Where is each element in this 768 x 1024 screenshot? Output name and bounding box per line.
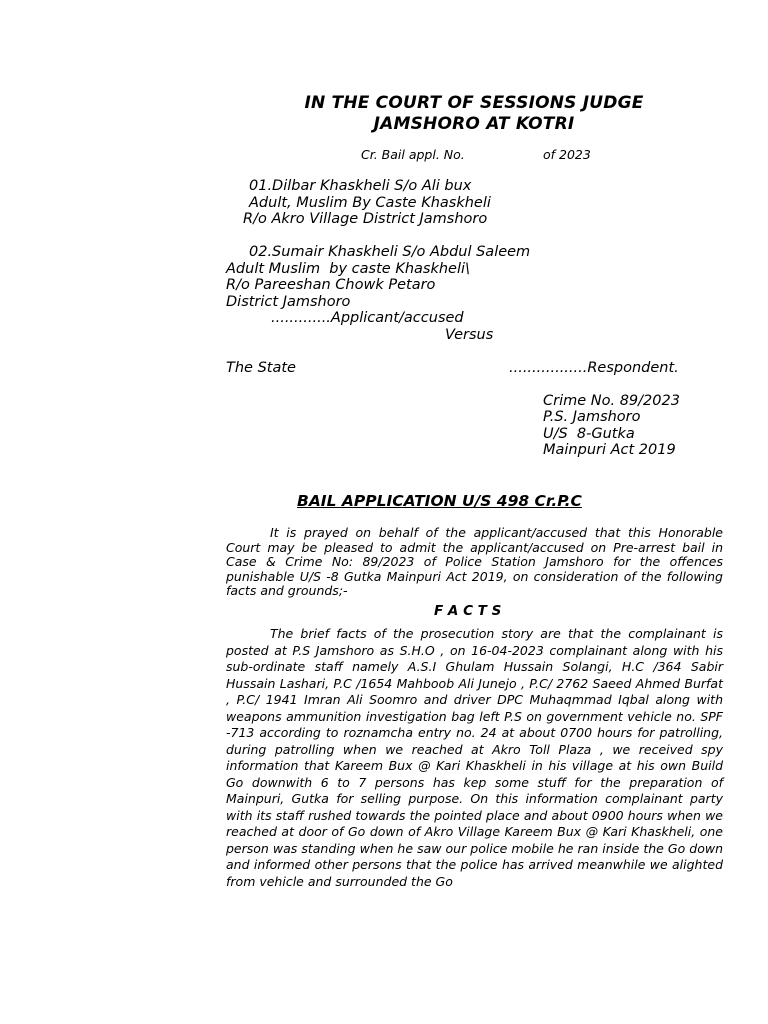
prayer-paragraph: It is prayed on behalf of the applicant/accused that this Honorable Court may be pleased to admit the applicant/accused on Pre-arrest bail in Case & Crime No: 89/2023 of Police Station Jamshoro for the offences punishable U/S -8 Gutka Mainpuri Act 2019, on consideration of the following facts and grounds;- (226, 525, 723, 598)
facts-heading: F A C T S (434, 603, 502, 619)
court-title-line2: JAMSHORO AT KOTRI (373, 114, 575, 134)
applicant-designation: .............Applicant/accused (271, 310, 464, 326)
applicant-2-district: District Jamshoro (226, 294, 351, 310)
respondent-designation: .................Respondent. (509, 360, 679, 376)
versus-label: Versus (445, 327, 494, 343)
applicant-1-residence: R/o Akro Village District Jamshoro (243, 211, 488, 227)
facts-paragraph: The brief facts of the prosecution story are that the complainant is posted at P.S Jamshoro as S.H.O , on 16-04-2023 complainant along with his sub-ordinate staff namely A.S.I Ghulam Hussain Solangi, H.C /364 Sabir Hussain Lashari, P.C /1654 Mahboob Ali Junejo , P.C/ 2762 Saeed Ahmed Burfat , P.C/ 1941 Imran Ali Soomro and driver DPC Muhaqmmad Iqbal along with weapons ammunition investigation bag left P.S on government vehicle no. SPF -713 according to roznamcha entry no. 24 at about 0700 hours for patrolling, during patrolling when we reached at Akro Toll Plaza , we received spy information that Kareem Bux @ Kari Khaskheli in his village at his own Build Go downwith 6 to 7 persons has kep some stuff for the preparation of Mainpuri, Gutka for selling purpose. On this information complainant party with its staff rushed towards the pointed place and about 0900 hours when we reached at door of Go down of Akro Village Kareem Bux @ Kari Khaskheli, one person was standing when he saw our police mobile he ran inside the Go down and informed other persons that the police has arrived meanwhile we alighted from vehicle and surrounded the Go (226, 626, 723, 889)
bail-appl-year: of 2023 (543, 147, 591, 162)
police-station: P.S. Jamshoro (543, 409, 641, 425)
court-title-line1: IN THE COURT OF SESSIONS JUDGE (304, 93, 644, 113)
crime-number: Crime No. 89/2023 (543, 393, 680, 409)
applicant-2-description: Adult Muslim by caste Khaskheli\ (226, 261, 470, 277)
applicant-2-name: 02.Sumair Khaskheli S/o Abdul Saleem (249, 244, 531, 260)
bail-appl-no-label: Cr. Bail appl. No. (361, 147, 465, 162)
applicant-2-residence: R/o Pareeshan Chowk Petaro (226, 277, 436, 293)
respondent-name: The State (226, 360, 296, 376)
application-heading: BAIL APPLICATION U/S 498 Cr.P.C (297, 492, 582, 510)
applicant-1-description: Adult, Muslim By Caste Khaskheli (249, 195, 491, 211)
section: U/S 8-Gutka (543, 426, 635, 442)
act: Mainpuri Act 2019 (543, 442, 676, 458)
applicant-1-name: 01.Dilbar Khaskheli S/o Ali bux (249, 178, 472, 194)
